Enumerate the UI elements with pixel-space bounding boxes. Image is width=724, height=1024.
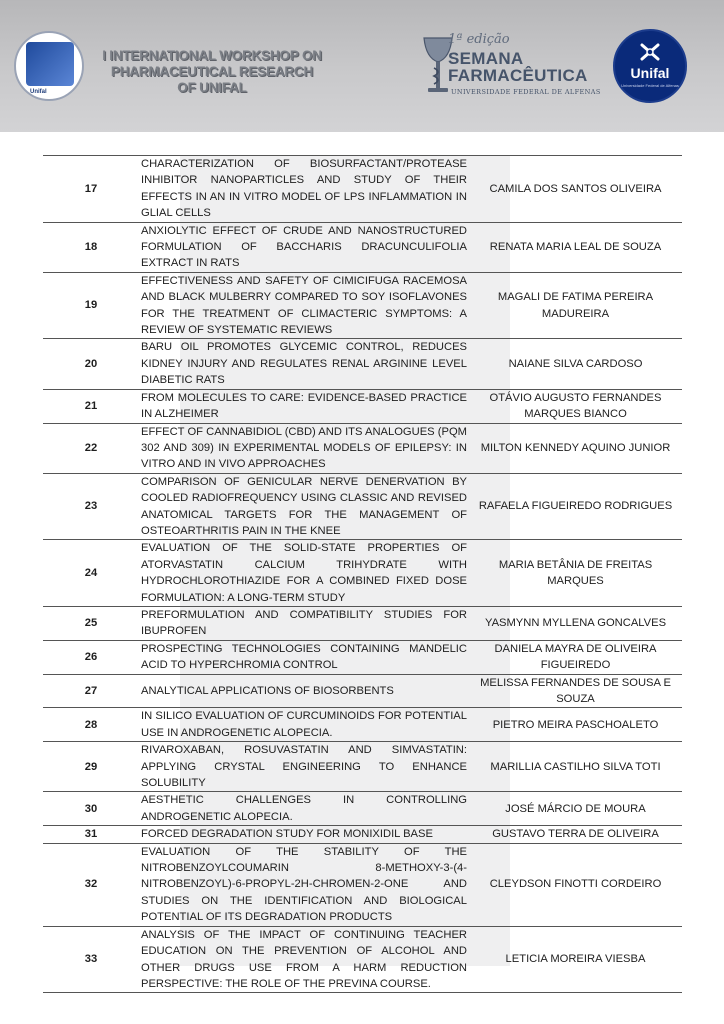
workshop-title xyxy=(97,48,327,96)
unifal-logo xyxy=(613,29,687,103)
row-title: BARU OIL PROMOTES GLYCEMIC CONTROL, REDUCES KIDNEY INJURY AND REGULATES RENAL ARGININE LEVEL DIABETIC RATS xyxy=(139,339,469,389)
row-title: ANALYTICAL APPLICATIONS OF BIOSORBENTS xyxy=(139,674,469,708)
row-title: CHARACTERIZATION OF BIOSURFACTANT/PROTEASE INHIBITOR NANOPARTICLES AND STUDY OF THEIR EFFECTS IN AN IN VITRO MODEL OF LPS INFLAMMATION IN GLIAL CELLS xyxy=(139,156,469,223)
row-title: EVALUATION OF THE SOLID-STATE PROPERTIES OF ATORVASTATIN CALCIUM TRIHYDRATE WITH HYDROCHLOROTHIAZIDE FOR A COMBINED FIXED DOSE FORMULATION: A LONG-TERM STUDY xyxy=(139,540,469,607)
workshop-title-line-1: I INTERNATIONAL WORKSHOP ON xyxy=(102,48,322,63)
row-number: 24 xyxy=(43,540,139,607)
row-title: IN SILICO EVALUATION OF CURCUMINOIDS FOR POTENTIAL USE IN ANDROGENETIC ALOPECIA. xyxy=(139,708,469,742)
row-author: GUSTAVO TERRA DE OLIVEIRA xyxy=(469,826,682,843)
event-logo-emblem xyxy=(26,42,74,86)
table-row xyxy=(43,606,682,640)
workshop-title-line-3: OF UNIFAL xyxy=(177,80,247,95)
table-row xyxy=(43,674,682,708)
presentations-table-wrapper xyxy=(43,155,682,993)
row-number: 19 xyxy=(43,272,139,339)
row-title: ANXIOLYTIC EFFECT OF CRUDE AND NANOSTRUCTURED FORMULATION OF BACCHARIS DRACUNCULIFOLIA EXTRACT IN RATS xyxy=(139,222,469,272)
row-title: PROSPECTING TECHNOLOGIES CONTAINING MANDELIC ACID TO HYPERCHROMIA CONTROL xyxy=(139,640,469,674)
table-row xyxy=(43,843,682,926)
row-title: RIVAROXABAN, ROSUVASTATIN AND SIMVASTATIN: APPLYING CRYSTAL ENGINEERING TO ENHANCE SOLUBILITY xyxy=(139,742,469,792)
row-author: LETICIA MOREIRA VIESBA xyxy=(469,926,682,993)
unifal-logo-name: Unifal xyxy=(630,65,670,81)
row-author: RAFAELA FIGUEIREDO RODRIGUES xyxy=(469,473,682,540)
table-row xyxy=(43,156,682,223)
row-title: EVALUATION OF THE STABILITY OF THE NITROBENZOYLCOUMARIN 8-METHOXY-3-(4-NITROBENZOYL)-6-PROPYL-2H-CHROMEN-2-ONE AND STUDIES ON THE IDENTIFICATION AND BIOLOGICAL POTENTIAL OF ITS DEGRADATION PRODUCTS xyxy=(139,843,469,926)
row-author: DANIELA MAYRA DE OLIVEIRA FIGUEIREDO xyxy=(469,640,682,674)
event-logo-tag: Unifal xyxy=(30,89,47,95)
table-row xyxy=(43,826,682,843)
row-author: YASMYNN MYLLENA GONCALVES xyxy=(469,606,682,640)
presentations-table-body xyxy=(43,156,682,993)
row-author: MARIA BETÂNIA DE FREITAS MARQUES xyxy=(469,540,682,607)
table-row xyxy=(43,423,682,473)
row-number: 30 xyxy=(43,792,139,826)
table-row xyxy=(43,222,682,272)
row-number: 28 xyxy=(43,708,139,742)
page-header xyxy=(0,0,724,132)
row-author: JOSÉ MÁRCIO DE MOURA xyxy=(469,792,682,826)
row-number: 27 xyxy=(43,674,139,708)
row-author: NAIANE SILVA CARDOSO xyxy=(469,339,682,389)
row-author: MAGALI DE FATIMA PEREIRA MADUREIRA xyxy=(469,272,682,339)
row-title: AESTHETIC CHALLENGES IN CONTROLLING ANDROGENETIC ALOPECIA. xyxy=(139,792,469,826)
row-title: FORCED DEGRADATION STUDY FOR MONIXIDIL BASE xyxy=(139,826,469,843)
row-number: 25 xyxy=(43,606,139,640)
presentations-table xyxy=(43,155,682,993)
semana-title-line-1: SEMANA xyxy=(448,49,524,68)
row-title: EFFECTIVENESS AND SAFETY OF CIMICIFUGA RACEMOSA AND BLACK MULBERRY COMPARED TO SOY ISOFLAVONES FOR THE TREATMENT OF CLIMACTERIC SYMPTOMS: A REVIEW OF SYSTEMATIC REVIEWS xyxy=(139,272,469,339)
table-row xyxy=(43,473,682,540)
row-number: 26 xyxy=(43,640,139,674)
row-number: 31 xyxy=(43,826,139,843)
row-author: CLEYDSON FINOTTI CORDEIRO xyxy=(469,843,682,926)
row-title: ANALYSIS OF THE IMPACT OF CONTINUING TEACHER EDUCATION ON THE PREVENTION OF ALCOHOL AND OTHER DRUGS USE FROM A HARM REDUCTION PERSPECTIVE: THE ROLE OF THE PREVINA COURSE. xyxy=(139,926,469,993)
row-author: PIETRO MEIRA PASCHOALETO xyxy=(469,708,682,742)
row-author: MILTON KENNEDY AQUINO JUNIOR xyxy=(469,423,682,473)
row-author: MELISSA FERNANDES DE SOUSA E SOUZA xyxy=(469,674,682,708)
semana-subtitle: UNIVERSIDADE FEDERAL DE ALFENAS xyxy=(451,88,601,96)
row-title: EFFECT OF CANNABIDIOL (CBD) AND ITS ANALOGUES (PQM 302 AND 309) IN EXPERIMENTAL MODELS OF EPILEPSY: IN VITRO AND IN VIVO APPROACHES xyxy=(139,423,469,473)
row-number: 18 xyxy=(43,222,139,272)
row-number: 20 xyxy=(43,339,139,389)
table-row xyxy=(43,339,682,389)
event-logo xyxy=(14,31,84,101)
row-number: 29 xyxy=(43,742,139,792)
row-number: 33 xyxy=(43,926,139,993)
workshop-title-line-2: PHARMACEUTICAL RESEARCH xyxy=(110,64,314,79)
semana-title-line-2: FARMACÊUTICA xyxy=(448,66,588,85)
table-row xyxy=(43,389,682,423)
semana-title xyxy=(448,50,588,84)
row-number: 17 xyxy=(43,156,139,223)
table-row xyxy=(43,792,682,826)
semana-edition: 1ª edição xyxy=(448,32,510,47)
table-row xyxy=(43,272,682,339)
row-number: 21 xyxy=(43,389,139,423)
table-row xyxy=(43,540,682,607)
row-number: 32 xyxy=(43,843,139,926)
row-author: MARILLIA CASTILHO SILVA TOTI xyxy=(469,742,682,792)
table-row xyxy=(43,926,682,993)
row-title: PREFORMULATION AND COMPATIBILITY STUDIES FOR IBUPROFEN xyxy=(139,606,469,640)
row-number: 22 xyxy=(43,423,139,473)
unifal-logo-subtitle: Universidade Federal de Alfenas xyxy=(621,83,679,88)
row-title: COMPARISON OF GENICULAR NERVE DENERVATION BY COOLED RADIOFREQUENCY USING CLASSIC AND REVISED ANATOMICAL TARGETS FOR THE MANAGEMENT OF OSTEOARTHRITIS PAIN IN THE KNEE xyxy=(139,473,469,540)
table-row xyxy=(43,640,682,674)
table-row xyxy=(43,742,682,792)
row-author: OTÁVIO AUGUSTO FERNANDES MARQUES BIANCO xyxy=(469,389,682,423)
unifal-mark-icon xyxy=(639,42,661,62)
table-row xyxy=(43,708,682,742)
row-author: RENATA MARIA LEAL DE SOUZA xyxy=(469,222,682,272)
row-number: 23 xyxy=(43,473,139,540)
row-title: FROM MOLECULES TO CARE: EVIDENCE-BASED PRACTICE IN ALZHEIMER xyxy=(139,389,469,423)
row-author: CAMILA DOS SANTOS OLIVEIRA xyxy=(469,156,682,223)
